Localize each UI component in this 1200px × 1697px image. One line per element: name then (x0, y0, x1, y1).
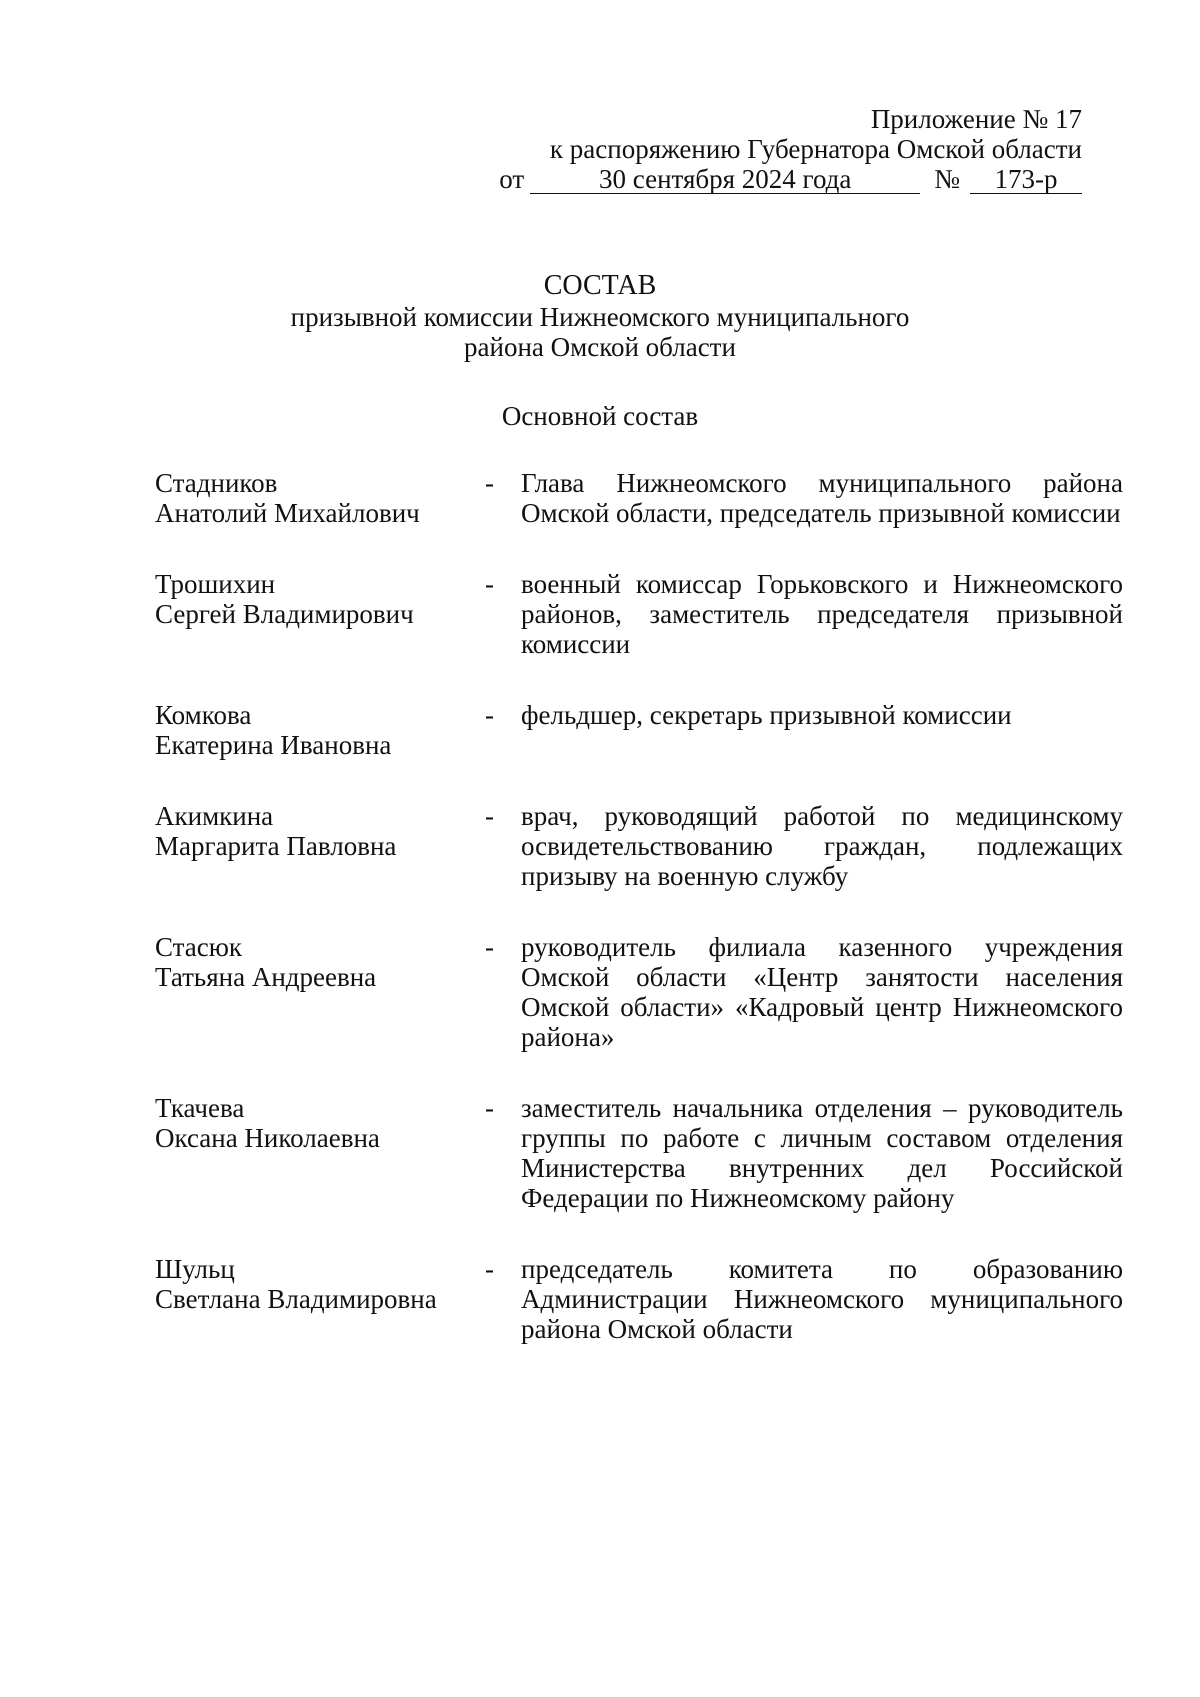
member-given-names: Татьяна Андреевна (155, 962, 377, 992)
member-given-names: Оксана Николаевна (155, 1123, 380, 1153)
section-heading: Основной состав (501, 401, 699, 431)
member-role: фельдшер, секретарь призывной комиссии (521, 700, 1012, 730)
member-name (155, 569, 485, 659)
title-main: СОСТАВ (543, 270, 657, 301)
member-name (155, 932, 485, 1052)
member-entry (155, 468, 1123, 528)
member-role: военный комиссар Горьковского и Нижнеомского районов, заместитель председателя призывной комиссии (521, 569, 1123, 659)
member-surname: Шульц (155, 1254, 235, 1284)
member-surname: Акимкина (155, 801, 274, 831)
member-given-names: Светлана Владимировна (155, 1284, 437, 1314)
member-name (155, 1093, 485, 1213)
member-name (155, 468, 485, 528)
member-dash: - (485, 1093, 494, 1123)
member-role: заместитель начальника отделения – руководитель группы по работе с личным составом отделения Министерства внутренних дел Российской Федерации по Нижнеомскому району (521, 1093, 1123, 1213)
title-subline-2: района Омской области (464, 332, 736, 362)
member-role: врач, руководящий работой по медицинскому освидетельствованию граждан, подлежащих призыву на военную службу (521, 801, 1123, 891)
member-surname: Стасюк (155, 932, 243, 962)
member-given-names: Маргарита Павловна (155, 831, 397, 861)
appendix-header (499, 104, 1082, 194)
member-entry (155, 932, 1123, 1052)
member-dash: - (485, 801, 494, 831)
appendix-number: Приложение № 17 (870, 104, 1082, 134)
member-name (155, 1254, 485, 1344)
member-entry (155, 569, 1123, 659)
member-entry (155, 1254, 1123, 1344)
member-role: руководитель филиала казенного учреждения Омской области «Центр занятости населения Омской области» «Кадровый центр Нижнеомского района» (521, 932, 1123, 1052)
member-dash: - (485, 569, 494, 599)
member-name (155, 700, 485, 760)
member-entry (155, 1093, 1123, 1213)
member-dash: - (485, 468, 494, 498)
member-role: Глава Нижнеомского муниципального района Омской области, председатель призывной комиссии (521, 468, 1123, 528)
member-entry (155, 700, 1123, 760)
member-given-names: Сергей Владимирович (155, 599, 414, 629)
member-role: председатель комитета по образованию Администрации Нижнеомского муниципального района Омской области (521, 1254, 1123, 1344)
members-list (155, 468, 1123, 1344)
member-given-names: Екатерина Ивановна (155, 730, 392, 760)
from-word: от (499, 164, 525, 194)
title-subline-1: призывной комиссии Нижнеомского муниципального (290, 302, 910, 332)
order-date-line (499, 164, 1082, 194)
document-title (0, 270, 1200, 362)
member-surname: Ткачева (155, 1093, 245, 1123)
member-surname: Стадников (155, 468, 278, 498)
member-given-names: Анатолий Михайлович (155, 498, 420, 528)
member-surname: Комкова (155, 700, 252, 730)
member-dash: - (485, 700, 494, 730)
member-dash: - (485, 932, 494, 962)
member-dash: - (485, 1254, 494, 1284)
member-name (155, 801, 485, 891)
order-reference: к распоряжению Губернатора Омской области (549, 134, 1082, 164)
order-number: 173-р (970, 165, 1082, 194)
number-sign: № (934, 164, 960, 194)
member-entry (155, 801, 1123, 891)
order-date: 30 сентября 2024 года (530, 165, 920, 194)
member-surname: Трошихин (155, 569, 276, 599)
